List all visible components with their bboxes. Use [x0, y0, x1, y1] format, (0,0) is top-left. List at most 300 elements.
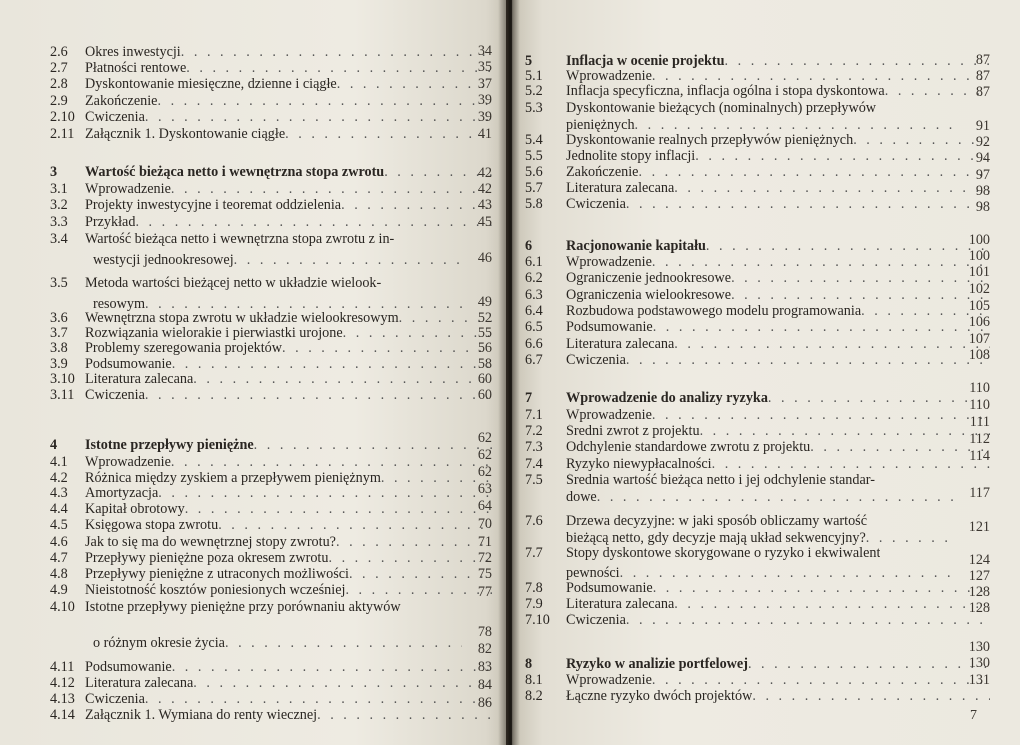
toc-page-cell	[954, 135, 990, 150]
toc-page-number: 60	[477, 371, 492, 387]
leader-dots	[171, 182, 492, 197]
toc-entry-number: 4.7	[50, 550, 68, 566]
leader-dots	[731, 271, 990, 286]
toc-entry-title-continued: resowym	[93, 297, 146, 312]
toc-entry	[525, 304, 990, 319]
toc-page-cell	[462, 696, 492, 711]
toc-entry-number: 4.13	[50, 691, 75, 707]
leader-dots	[145, 388, 492, 403]
toc-page-number: 100	[968, 248, 990, 264]
toc-entry-title: Metoda wartości bieżącej netto w układzie wielook-	[85, 276, 382, 291]
leader-dots	[185, 502, 492, 517]
toc-page-cell	[462, 465, 492, 480]
toc-entry-title-continued: bieżącą netto, gdy decyzje mają układ sekwencyjny?	[566, 531, 866, 546]
toc-entry-number: 4.5	[50, 517, 68, 533]
toc-entry	[50, 708, 492, 723]
toc-entry-title: Rozwiązania wielorakie i pierwiastki urojone	[85, 326, 343, 341]
leader-dots	[635, 118, 954, 133]
toc-entry	[525, 165, 990, 180]
toc-entry-title-continued: dowe	[566, 490, 597, 505]
toc-entry-number: 6.3	[525, 287, 543, 303]
toc-entry	[525, 84, 990, 99]
leader-dots	[695, 149, 990, 164]
toc-entry	[525, 546, 990, 561]
toc-entry	[50, 341, 492, 356]
toc-entry-number: 7.3	[525, 439, 543, 455]
toc-entry-title: Załącznik 1. Wymiana do renty wiecznej	[85, 708, 318, 723]
toc-entry-continuation	[566, 118, 954, 133]
toc-entry-number: 2.11	[50, 126, 75, 142]
toc-page-number: 41	[477, 126, 492, 142]
toc-page-number: 131	[968, 672, 990, 688]
toc-entry-number: 5.7	[525, 180, 543, 196]
toc-entry-number: 2.6	[50, 44, 68, 60]
toc-page-number: 127	[968, 568, 990, 584]
toc-entry-title: Ryzyko w analizie portfelowej	[566, 657, 748, 672]
leader-dots	[706, 239, 990, 254]
toc-entry-title: Podsumowanie	[566, 581, 653, 596]
toc-entry-title: Wprowadzenie	[566, 69, 652, 84]
leader-dots	[285, 127, 492, 142]
toc-entry-number: 6.7	[525, 352, 543, 368]
toc-entry-continuation	[566, 566, 954, 581]
toc-entry	[50, 583, 492, 598]
toc-entry-title: Wartość bieżąca netto i wewnętrzna stopa zwrotu z in-	[85, 232, 395, 247]
toc-entry-title: Zakończenie	[566, 165, 639, 180]
toc-entry-number: 5.5	[525, 148, 543, 164]
toc-entry-title: Różnica między zyskiem a przepływem pieniężnym	[85, 471, 381, 486]
toc-entry-title: Łączne ryzyko dwóch projektów	[566, 689, 753, 704]
toc-page-cell	[462, 77, 492, 92]
toc-entry	[525, 673, 990, 688]
toc-page-cell	[954, 265, 990, 280]
toc-entry-number: 6.4	[525, 303, 543, 319]
toc-entry-number: 7.5	[525, 472, 543, 488]
toc-page-number: 101	[968, 264, 990, 280]
toc-page-number: 112	[969, 431, 990, 447]
toc-entry-title: Literatura zalecana	[566, 181, 675, 196]
toc-entry	[525, 337, 990, 352]
toc-page-cell	[954, 348, 990, 363]
leader-dots	[193, 372, 492, 387]
toc-page-cell	[954, 151, 990, 166]
toc-page-cell	[954, 53, 990, 68]
toc-entry-number: 2.8	[50, 76, 68, 92]
toc-entry-title: Podsumowanie	[566, 320, 653, 335]
toc-page-number: 97	[975, 167, 990, 183]
leader-dots	[626, 353, 990, 368]
toc-entry-number: 5.2	[525, 83, 543, 99]
toc-page-cell	[462, 431, 492, 446]
toc-page-cell	[462, 585, 492, 600]
toc-entry-title: Literatura zalecana	[566, 597, 675, 612]
toc-entry	[525, 149, 990, 164]
toc-entry	[525, 69, 990, 84]
left-page	[0, 0, 506, 745]
toc-page-cell	[954, 249, 990, 264]
leader-dots	[674, 181, 990, 196]
toc-entry-continuation	[566, 490, 954, 505]
toc-entry-number: 3.11	[50, 387, 75, 403]
toc-entry-number: 4.9	[50, 582, 68, 598]
toc-entry	[50, 110, 492, 125]
toc-page-cell	[462, 551, 492, 566]
toc-page-cell	[462, 372, 492, 387]
toc-entry	[525, 271, 990, 286]
toc-entry-number: 4.4	[50, 501, 68, 517]
toc-entry-title: Projekty inwestycyjne i teoremat oddzielenia	[85, 198, 342, 213]
toc-entry-number: 3.4	[50, 231, 68, 247]
toc-page-number: 128	[968, 584, 990, 600]
toc-entry	[50, 551, 492, 566]
toc-entry-title: Wartość bieżąca netto i wewnętrzna stopa zwrotu	[85, 165, 385, 180]
toc-page-cell	[462, 517, 492, 532]
toc-entry-title: Ćwiczenia	[566, 353, 626, 368]
toc-page-cell	[954, 200, 990, 215]
toc-entry-number: 6.6	[525, 336, 543, 352]
toc-page-cell	[954, 449, 990, 464]
book-gutter	[498, 0, 520, 745]
toc-entry-continuation	[93, 253, 462, 268]
leader-dots	[725, 54, 990, 69]
toc-entry-title: Literatura zalecana	[85, 676, 194, 691]
toc-entry-title-continued: pewności	[566, 566, 620, 581]
toc-entry	[50, 311, 492, 326]
toc-page-cell	[462, 678, 492, 693]
toc-entry-continuation	[566, 531, 954, 546]
toc-page-number: 108	[968, 347, 990, 363]
toc-entry-title: Ćwiczenia	[566, 197, 626, 212]
toc-page-cell	[954, 520, 990, 535]
toc-entry	[50, 357, 492, 372]
toc-page-cell	[462, 482, 492, 497]
leader-dots	[172, 660, 492, 675]
toc-page-number: 110	[969, 397, 990, 413]
leader-dots	[674, 597, 990, 612]
toc-entry-title: Przykład	[85, 215, 136, 230]
toc-entry-number: 4.10	[50, 599, 75, 615]
leader-dots	[186, 61, 492, 76]
toc-entry-number: 6.1	[525, 254, 543, 270]
toc-entry-number: 2.9	[50, 93, 68, 109]
toc-entry	[50, 455, 492, 470]
toc-entry	[50, 471, 492, 486]
toc-page-cell	[462, 642, 492, 657]
toc-page-cell	[462, 215, 492, 230]
toc-page-number: 35	[477, 59, 492, 75]
toc-entry-title: Problemy szeregowania projektów	[85, 341, 282, 356]
leader-dots	[193, 676, 492, 691]
toc-page-number: 43	[477, 197, 492, 213]
toc-entry-title: Ćwiczenia	[85, 110, 145, 125]
toc-entry	[50, 198, 492, 213]
toc-entry	[50, 502, 492, 517]
toc-entry	[525, 408, 990, 423]
toc-page-cell	[954, 415, 990, 430]
toc-entry-number: 8	[525, 656, 533, 672]
toc-page-number: 124	[968, 552, 990, 568]
toc-entry	[525, 440, 990, 455]
toc-entry-number: 6.2	[525, 270, 543, 286]
toc-entry-title: Księgowa stopa zwrotu	[85, 518, 219, 533]
toc-page-number: 111	[969, 414, 990, 430]
toc-page-number: 98	[975, 183, 990, 199]
leader-dots	[626, 613, 990, 628]
toc-page-cell	[954, 69, 990, 84]
toc-entry	[525, 197, 990, 212]
toc-page-number: 39	[477, 92, 492, 108]
toc-entry-title: Średnia wartość bieżąca netto i jej odchylenie standar-	[566, 473, 875, 488]
toc-page-number: 114	[969, 448, 990, 464]
toc-entry	[50, 61, 492, 76]
toc-page-number: 87	[975, 84, 990, 100]
toc-entry-number: 7.2	[525, 423, 543, 439]
toc-entry-number: 5.4	[525, 132, 543, 148]
toc-page-number: 117	[969, 485, 990, 501]
toc-page-cell	[954, 553, 990, 568]
leader-dots	[597, 490, 954, 505]
toc-entry-title: Dyskontowanie realnych przepływów pieniężnych	[566, 133, 854, 148]
toc-entry-number: 4.3	[50, 485, 68, 501]
toc-page-number: 56	[477, 340, 492, 356]
toc-entry-title: Ćwiczenia	[85, 692, 145, 707]
leader-dots	[145, 297, 462, 312]
toc-entry-number: 8.2	[525, 688, 543, 704]
toc-entry-number: 7	[525, 390, 533, 406]
toc-page-number: 55	[477, 325, 492, 341]
toc-entry-number: 4.8	[50, 566, 68, 582]
toc-page-cell	[954, 119, 990, 134]
toc-page-number: 45	[477, 214, 492, 230]
toc-page-number: 128	[968, 600, 990, 616]
toc-page-cell	[954, 299, 990, 314]
toc-page-cell	[462, 388, 492, 403]
leader-dots	[752, 689, 990, 704]
toc-entry-number: 3.6	[50, 310, 68, 326]
toc-entry-title: Podsumowanie	[85, 357, 172, 372]
toc-chapter-entry	[50, 438, 492, 453]
toc-page-number: 37	[477, 76, 492, 92]
leader-dots	[712, 457, 990, 472]
leader-dots	[652, 408, 990, 423]
toc-entry	[525, 581, 990, 596]
toc-entry-title: Wewnętrzna stopa zwrotu w układzie wielookresowym	[85, 311, 399, 326]
toc-page-cell	[462, 326, 492, 341]
toc-entry-title: Rozbudowa podstawowego modelu programowania	[566, 304, 862, 319]
toc-page-cell	[954, 315, 990, 330]
toc-entry	[525, 101, 990, 116]
toc-entry-title: Stopy dyskontowe skorygowane o ryzyko i ekwiwalent	[566, 546, 881, 561]
toc-entry-number: 4.12	[50, 675, 75, 691]
toc-entry	[525, 255, 990, 270]
toc-entry-title: Literatura zalecana	[566, 337, 675, 352]
toc-page-cell	[954, 569, 990, 584]
right-page	[512, 0, 1020, 745]
leader-dots	[145, 110, 492, 125]
toc-page-cell	[954, 640, 990, 655]
toc-entry	[50, 486, 492, 501]
toc-entry-number: 5.3	[525, 100, 543, 116]
toc-page-cell	[954, 332, 990, 347]
toc-page-number: 42	[477, 165, 492, 181]
page-number: 7	[970, 708, 977, 723]
toc-entry	[525, 473, 990, 488]
toc-entry-number: 4.2	[50, 470, 68, 486]
toc-entry	[525, 514, 990, 529]
toc-page-number: 130	[968, 655, 990, 671]
toc-page-number: 98	[975, 199, 990, 215]
toc-entry-number: 3.10	[50, 371, 75, 387]
toc-entry-number: 3.2	[50, 197, 68, 213]
toc-page-number: 105	[968, 298, 990, 314]
toc-page-cell	[954, 432, 990, 447]
toc-entry	[50, 692, 492, 707]
toc-entry-title: Załącznik 1. Dyskontowanie ciągłe	[85, 127, 286, 142]
toc-page-number: 102	[968, 281, 990, 297]
toc-entry	[525, 457, 990, 472]
toc-chapter-entry	[525, 54, 990, 69]
toc-entry-title: Ćwiczenia	[566, 613, 626, 628]
toc-entry-number: 7.7	[525, 545, 543, 561]
toc-page-cell	[462, 499, 492, 514]
leader-dots	[731, 288, 990, 303]
toc-entry-number: 6.5	[525, 319, 543, 335]
toc-entry	[50, 94, 492, 109]
leader-dots	[866, 531, 954, 546]
toc-page-cell	[954, 656, 990, 671]
toc-page-number: 100	[968, 232, 990, 248]
toc-page-number: 64	[477, 498, 492, 514]
toc-page-number: 70	[477, 516, 492, 532]
toc-page-cell	[462, 295, 492, 310]
toc-page-number: 52	[477, 310, 492, 326]
toc-page-number: 71	[477, 534, 492, 550]
toc-page-number: 91	[975, 118, 990, 134]
toc-page-cell	[462, 535, 492, 550]
leader-dots	[157, 94, 492, 109]
toc-entry-title: Odchylenie standardowe zwrotu z projektu	[566, 440, 811, 455]
toc-entry-number: 3	[50, 164, 58, 180]
toc-entry-number: 2.10	[50, 109, 75, 125]
toc-page-cell	[462, 198, 492, 213]
toc-chapter-entry	[50, 165, 492, 180]
toc-page-number: 42	[477, 181, 492, 197]
toc-entry-number: 4	[50, 437, 58, 453]
toc-entry	[525, 181, 990, 196]
toc-entry-title: Wprowadzenie	[566, 408, 652, 423]
toc-page-number: 77	[477, 584, 492, 600]
toc-page-number: 82	[477, 641, 492, 657]
toc-page-cell	[462, 341, 492, 356]
toc-page-cell	[462, 166, 492, 181]
toc-page-cell	[954, 585, 990, 600]
toc-entry-number: 3.7	[50, 325, 68, 341]
toc-entry	[50, 388, 492, 403]
toc-entry	[50, 215, 492, 230]
toc-entry-title: Ryzyko niewypłacalności	[566, 457, 712, 472]
toc-entry	[525, 597, 990, 612]
toc-entry	[50, 372, 492, 387]
leader-dots	[145, 692, 492, 707]
toc-page-number: 106	[968, 314, 990, 330]
toc-entry-title: Istotne przepływy pieniężne przy porównaniu aktywów	[85, 600, 401, 615]
toc-page-number: 86	[477, 695, 492, 711]
toc-entry-title: Nieistotność kosztów poniesionych wcześniej	[85, 583, 346, 598]
leader-dots	[254, 438, 492, 453]
toc-entry-title: Przepływy pieniężne poza okresem zwrotu	[85, 551, 329, 566]
toc-entry-title: Dyskontowanie bieżących (nominalnych) przepływów	[566, 101, 877, 116]
toc-entry	[50, 276, 492, 291]
toc-page-number: 78	[477, 624, 492, 640]
toc-entry-title: Ograniczenia wielookresowe	[566, 288, 732, 303]
toc-page-number: 62	[477, 447, 492, 463]
toc-page-cell	[462, 127, 492, 142]
toc-entry	[50, 45, 492, 60]
toc-entry-title: Istotne przepływy pieniężne	[85, 438, 254, 453]
leader-dots	[181, 45, 492, 60]
toc-entry-title: Średni zwrot z projektu	[566, 424, 700, 439]
toc-chapter-entry	[525, 239, 990, 254]
toc-page-cell	[462, 182, 492, 197]
toc-page-cell	[462, 44, 492, 59]
toc-entry-number: 7.9	[525, 596, 543, 612]
toc-entry-number: 5.8	[525, 196, 543, 212]
toc-entry-number: 7.10	[525, 612, 550, 628]
toc-page-number: 63	[477, 481, 492, 497]
leader-dots	[171, 455, 492, 470]
toc-entry-number: 4.6	[50, 534, 68, 550]
leader-dots	[218, 518, 492, 533]
toc-page-cell	[462, 93, 492, 108]
toc-entry-title: Wprowadzenie	[566, 673, 652, 688]
toc-page-number: 94	[975, 150, 990, 166]
toc-page-cell	[462, 110, 492, 125]
toc-entry	[50, 232, 492, 247]
toc-entry-number: 3.5	[50, 275, 68, 291]
toc-page-cell	[462, 60, 492, 75]
toc-entry-continuation	[93, 297, 462, 312]
toc-entry-title: Wprowadzenie do analizy ryzyka	[566, 391, 768, 406]
leader-dots	[158, 486, 492, 501]
leader-dots	[652, 69, 990, 84]
toc-page-number: 92	[975, 134, 990, 150]
toc-page-number: 49	[477, 294, 492, 310]
toc-entry-number: 3.3	[50, 214, 68, 230]
toc-page-cell	[462, 311, 492, 326]
toc-entry-title: Amortyzacja	[85, 486, 159, 501]
toc-page-number: 121	[968, 519, 990, 535]
leader-dots	[652, 255, 990, 270]
toc-entry-number: 3.1	[50, 181, 68, 197]
toc-entry-title: Zakończenie	[85, 94, 158, 109]
toc-entry-title: Płatności rentowe	[85, 61, 187, 76]
toc-entry	[50, 567, 492, 582]
toc-entry-title: Podsumowanie	[85, 660, 172, 675]
toc-entry	[50, 326, 492, 341]
toc-entry-title: Literatura zalecana	[85, 372, 194, 387]
toc-entry-number: 4.14	[50, 707, 75, 723]
toc-page-cell	[462, 660, 492, 675]
toc-page-number: 107	[968, 331, 990, 347]
leader-dots	[282, 341, 492, 356]
toc-entry-number: 5	[525, 53, 533, 69]
toc-entry-title: Wprowadzenie	[85, 455, 171, 470]
toc-entry-title: Przepływy pieniężne z utraconych możliwości	[85, 567, 349, 582]
toc-page-cell	[954, 398, 990, 413]
toc-entry	[525, 288, 990, 303]
toc-page-cell	[954, 673, 990, 688]
toc-page-cell	[462, 357, 492, 372]
